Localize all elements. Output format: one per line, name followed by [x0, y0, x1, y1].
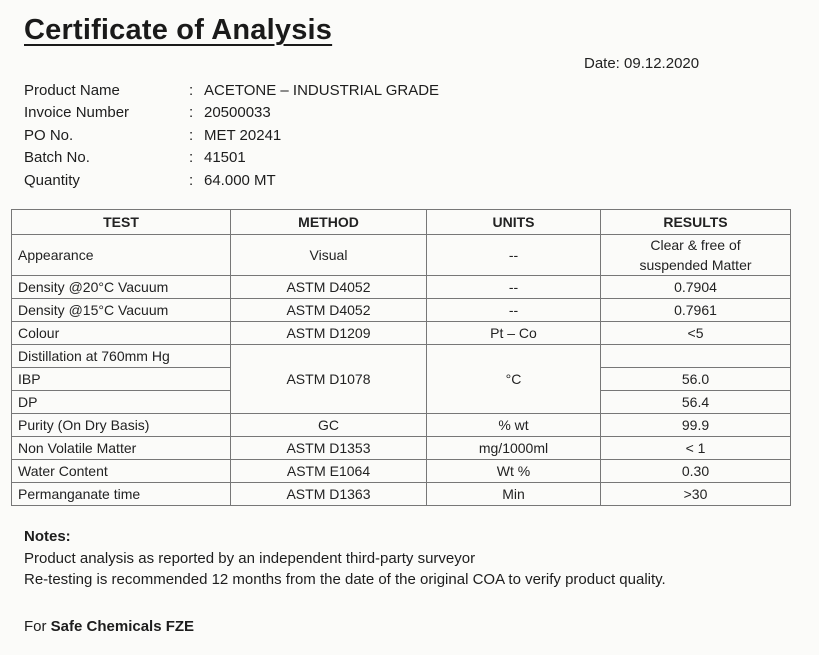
- result-cell: 56.4: [601, 391, 791, 414]
- column-header-units: UNITS: [427, 210, 601, 235]
- note-line: Re-testing is recommended 12 months from the date of the original COA to verify product quality.: [24, 571, 666, 588]
- result-cell: 0.7904: [601, 276, 791, 299]
- units-cell: Wt %: [427, 460, 601, 483]
- result-cell: [601, 235, 791, 276]
- notes-title: Notes:: [24, 528, 71, 545]
- result-cell: 0.7961: [601, 299, 791, 322]
- test-cell: Appearance: [12, 235, 231, 276]
- units-cell: Pt – Co: [427, 322, 601, 345]
- units-cell: °C: [427, 345, 601, 414]
- info-value: 64.000 MT: [204, 171, 276, 189]
- units-cell: % wt: [427, 414, 601, 437]
- test-cell: Density @15°C Vacuum: [12, 299, 231, 322]
- test-cell: Distillation at 760mm Hg: [12, 345, 231, 368]
- test-cell: Permanganate time: [12, 483, 231, 506]
- table-row-appearance: [12, 235, 791, 276]
- result-cell-empty: [601, 345, 791, 368]
- signature-line: [24, 618, 194, 635]
- column-header-method: METHOD: [231, 210, 427, 235]
- note-line: Product analysis as reported by an independent third-party surveyor: [24, 550, 476, 567]
- table-row-permanganate-time: [12, 483, 791, 506]
- signature-prefix: For: [24, 618, 47, 635]
- info-row-invoice-number: [24, 102, 439, 125]
- info-label: Quantity: [24, 171, 80, 189]
- method-cell: Visual: [231, 235, 427, 276]
- info-colon: :: [189, 149, 194, 167]
- result-cell: <5: [601, 322, 791, 345]
- units-cell: Min: [427, 483, 601, 506]
- test-cell: Non Volatile Matter: [12, 437, 231, 460]
- company-name: Safe Chemicals FZE: [50, 618, 195, 635]
- method-cell: ASTM D4052: [231, 276, 427, 299]
- result-cell: 99.9: [601, 414, 791, 437]
- info-value: 20500033: [204, 104, 271, 122]
- method-cell: ASTM D1209: [231, 322, 427, 345]
- table-row-non-volatile-matter: [12, 437, 791, 460]
- method-cell: GC: [231, 414, 427, 437]
- result-cell: 56.0: [601, 368, 791, 391]
- info-colon: :: [189, 104, 194, 122]
- analysis-table: [11, 209, 791, 506]
- table-row-density-15: [12, 299, 791, 322]
- result-cell: >30: [601, 483, 791, 506]
- table-row-water-content: [12, 460, 791, 483]
- units-cell: mg/1000ml: [427, 437, 601, 460]
- test-cell: DP: [12, 391, 231, 414]
- info-label: Batch No.: [24, 149, 90, 167]
- info-row-po-no: [24, 124, 439, 147]
- info-row-quantity: [24, 169, 439, 192]
- units-cell: --: [427, 235, 601, 276]
- info-row-product-name: [24, 79, 439, 102]
- info-colon: :: [189, 126, 194, 144]
- test-cell: Colour: [12, 322, 231, 345]
- info-row-batch-no: [24, 147, 439, 170]
- info-label: Invoice Number: [24, 104, 130, 122]
- result-line: Clear & free of: [650, 237, 741, 253]
- method-cell: ASTM D1353: [231, 437, 427, 460]
- certificate-date: Date: 09.12.2020: [584, 55, 700, 72]
- info-value: MET 20241: [204, 126, 282, 144]
- test-cell: Density @20°C Vacuum: [12, 276, 231, 299]
- method-cell: ASTM D4052: [231, 299, 427, 322]
- page-title: Certificate of Analysis: [24, 14, 333, 46]
- table-header-row: [12, 210, 791, 235]
- info-value: 41501: [204, 149, 246, 167]
- table-row-colour: [12, 322, 791, 345]
- test-cell: Purity (On Dry Basis): [12, 414, 231, 437]
- column-header-results: RESULTS: [601, 210, 791, 235]
- test-cell: IBP: [12, 368, 231, 391]
- column-header-test: TEST: [12, 210, 231, 235]
- product-info: [24, 79, 439, 192]
- method-cell: ASTM D1078: [231, 345, 427, 414]
- table-row-density-20: [12, 276, 791, 299]
- method-cell: ASTM E1064: [231, 460, 427, 483]
- test-cell: Water Content: [12, 460, 231, 483]
- table-row-distillation: [12, 345, 791, 368]
- result-cell: 0.30: [601, 460, 791, 483]
- info-label: Product Name: [24, 81, 120, 99]
- table-row-purity: [12, 414, 791, 437]
- units-cell: --: [427, 299, 601, 322]
- info-label: PO No.: [24, 126, 74, 144]
- info-colon: :: [189, 81, 194, 99]
- result-cell: < 1: [601, 437, 791, 460]
- info-value: ACETONE – INDUSTRIAL GRADE: [204, 81, 440, 99]
- method-cell: ASTM D1363: [231, 483, 427, 506]
- units-cell: --: [427, 276, 601, 299]
- info-colon: :: [189, 171, 194, 189]
- result-line: suspended Matter: [639, 257, 752, 273]
